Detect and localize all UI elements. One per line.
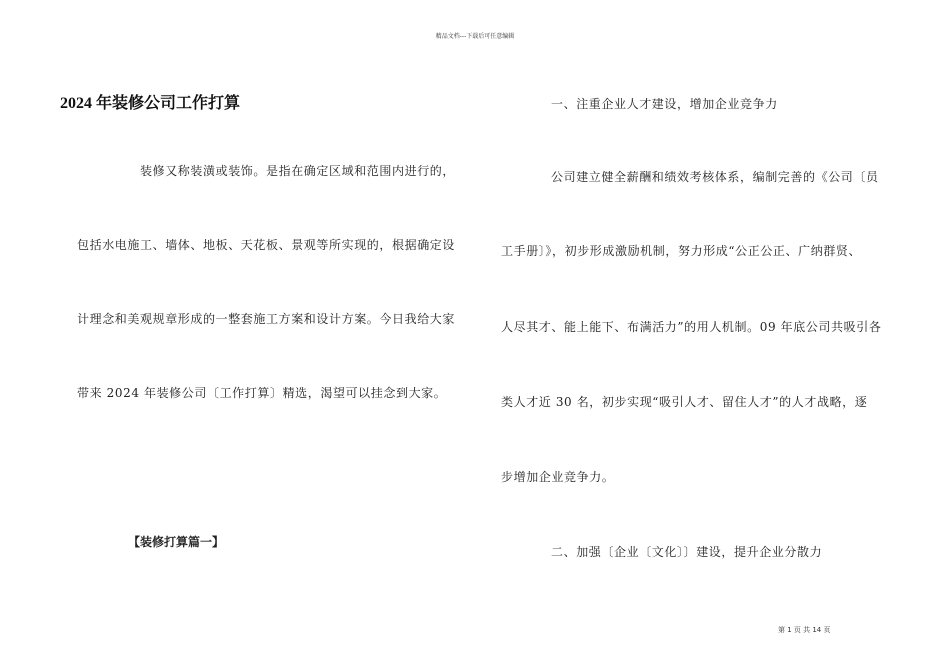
section-heading-talent: 一、注重企业人才建设，增加企业竞争力 bbox=[551, 97, 778, 111]
paragraph-line: 步增加企业竞争力。 bbox=[501, 470, 615, 484]
document-title: 2024 年装修公司工作打算 bbox=[60, 95, 241, 112]
section-label: 【装修打算篇一】 bbox=[128, 535, 225, 549]
paragraph-line: 包括水电施工、墙体、地板、天花板、景观等所实现的，根据确定设 bbox=[77, 238, 456, 252]
paragraph-line: 类人才近 30 名，初步实现“吸引人才、留住人才”的人才战略，逐 bbox=[501, 395, 868, 409]
paragraph-line: 人尽其才、能上能下、布满活力”的用人机制。09 年底公司共吸引各 bbox=[501, 320, 882, 334]
paragraph-line: 计理念和美观规章形成的一整套施工方案和设计方案。今日我给大家 bbox=[77, 312, 456, 326]
paragraph-line: 公司建立健全薪酬和绩效考核体系，编制完善的《公司〔员 bbox=[551, 170, 879, 184]
paragraph-line: 工手册〕》，初步形成激励机制，努力形成“公正公正、广纳群贤、 bbox=[501, 244, 862, 258]
paragraph-line: 带来 2024 年装修公司〔工作打算〕精选，渴望可以挂念到大家。 bbox=[77, 386, 447, 400]
page-number: 第 1 页 共 14 页 bbox=[778, 626, 831, 634]
paragraph-line: 装修又称装潢或装饰。是指在确定区域和范围内进行的， bbox=[140, 164, 456, 178]
section-heading-culture: 二、加强〔企业〔文化〕〕建设，提升企业分散力 bbox=[551, 545, 823, 559]
header-note: 精品文档---下载后可任意编辑 bbox=[435, 33, 515, 40]
